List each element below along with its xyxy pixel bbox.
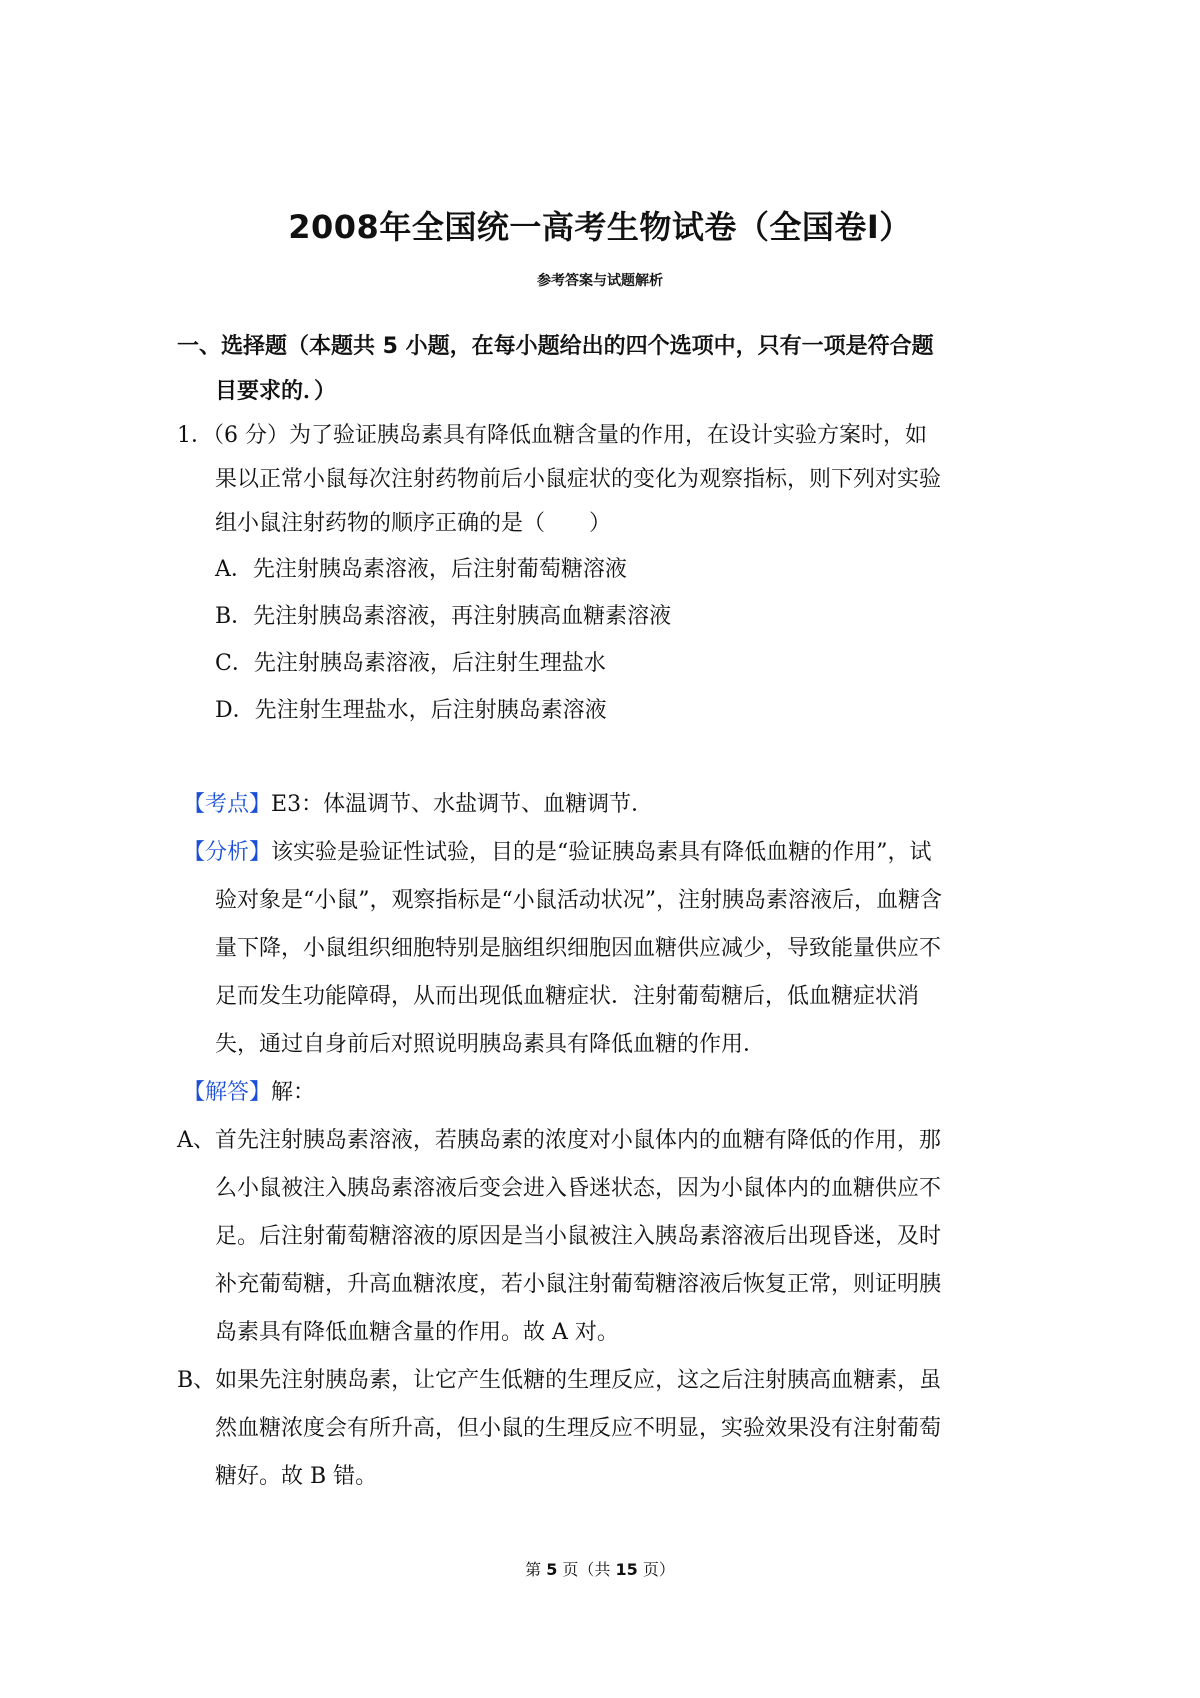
jieda-line — [183, 1078, 315, 1108]
fenxi-line-1 — [183, 838, 932, 868]
answer-a-line-1: A、首先注射胰岛素溶液，若胰岛素的浓度对小鼠体内的血糖有降低的作用，那 — [177, 1128, 941, 1153]
fenxi-line-2: 验对象是“小鼠”，观察指标是“小鼠活动状况”，注射胰岛素溶液后，血糖含 — [215, 888, 942, 913]
option-c: C．先注射胰岛素溶液，后注射生理盐水 — [215, 651, 606, 676]
answer-a-line-3: 足。后注射葡萄糖溶液的原因是当小鼠被注入胰岛素溶液后出现昏迷，及时 — [215, 1224, 942, 1249]
kaodian-tag: 【考点】 — [183, 792, 272, 817]
option-d: D．先注射生理盐水，后注射胰岛素溶液 — [215, 698, 607, 723]
answer-a-line-2: 么小鼠被注入胰岛素溶液后变会进入昏迷状态，因为小鼠体内的血糖供应不 — [215, 1176, 942, 1201]
page-footer — [0, 1557, 1200, 1580]
jieda-tag: 【解答】 — [183, 1080, 272, 1105]
footer-suffix: 页） — [637, 1560, 675, 1579]
question-line-2: 果以正常小鼠每次注射药物前后小鼠症状的变化为观察指标，则下列对实验 — [215, 467, 942, 492]
fenxi-line-4: 足而发生功能障碍，从而出现低血糖症状．注射葡萄糖后，低血糖症状消 — [215, 984, 920, 1009]
page-subtitle: 参考答案与试题解析 — [537, 273, 663, 289]
kaodian-line — [183, 790, 653, 820]
option-b: B．先注射胰岛素溶液，再注射胰高血糖素溶液 — [215, 604, 672, 629]
footer-total-pages: 15 — [615, 1560, 638, 1579]
answer-b-line-1: B、如果先注射胰岛素，让它产生低糖的生理反应，这之后注射胰高血糖素，虽 — [177, 1368, 942, 1393]
footer-page-number: 5 — [546, 1560, 558, 1579]
footer-prefix: 第 — [525, 1560, 547, 1579]
question-line-1: 1．（6 分）为了验证胰岛素具有降低血糖含量的作用，在设计实验方案时，如 — [177, 423, 927, 448]
answer-b-line-2: 然血糖浓度会有所升高，但小鼠的生理反应不明显，实验效果没有注射葡萄 — [215, 1416, 942, 1441]
fenxi-text-1: 该实验是验证性试验，目的是“验证胰岛素具有降低血糖的作用”，试 — [271, 840, 932, 865]
footer-middle: 页（共 — [557, 1560, 616, 1579]
fenxi-tag: 【分析】 — [183, 840, 272, 865]
answer-b-line-3: 糖好。故 B 错。 — [215, 1464, 378, 1489]
answer-a-line-4: 补充葡萄糖，升高血糖浓度，若小鼠注射葡萄糖溶液后恢复正常，则证明胰 — [215, 1272, 942, 1297]
answer-a-line-5: 岛素具有降低血糖含量的作用。故 A 对。 — [215, 1320, 619, 1345]
page-title: 2008年全国统一高考生物试卷（全国卷Ⅰ） — [288, 208, 912, 246]
section-heading-line-1: 一、选择题（本题共 5 小题，在每小题给出的四个选项中，只有一项是符合题 — [177, 334, 934, 359]
fenxi-line-5: 失，通过自身前后对照说明胰岛素具有降低血糖的作用． — [215, 1032, 766, 1057]
jieda-text: 解： — [271, 1080, 316, 1105]
option-a: A．先注射胰岛素溶液，后注射葡萄糖溶液 — [215, 557, 627, 582]
question-line-3: 组小鼠注射药物的顺序正确的是（ ） — [215, 511, 612, 536]
section-heading-line-2: 目要求的．） — [215, 379, 337, 404]
fenxi-line-3: 量下降，小鼠组织细胞特别是脑组织细胞因血糖供应减少，导致能量供应不 — [215, 936, 942, 961]
kaodian-text: E3：体温调节、水盐调节、血糖调节． — [271, 792, 654, 817]
